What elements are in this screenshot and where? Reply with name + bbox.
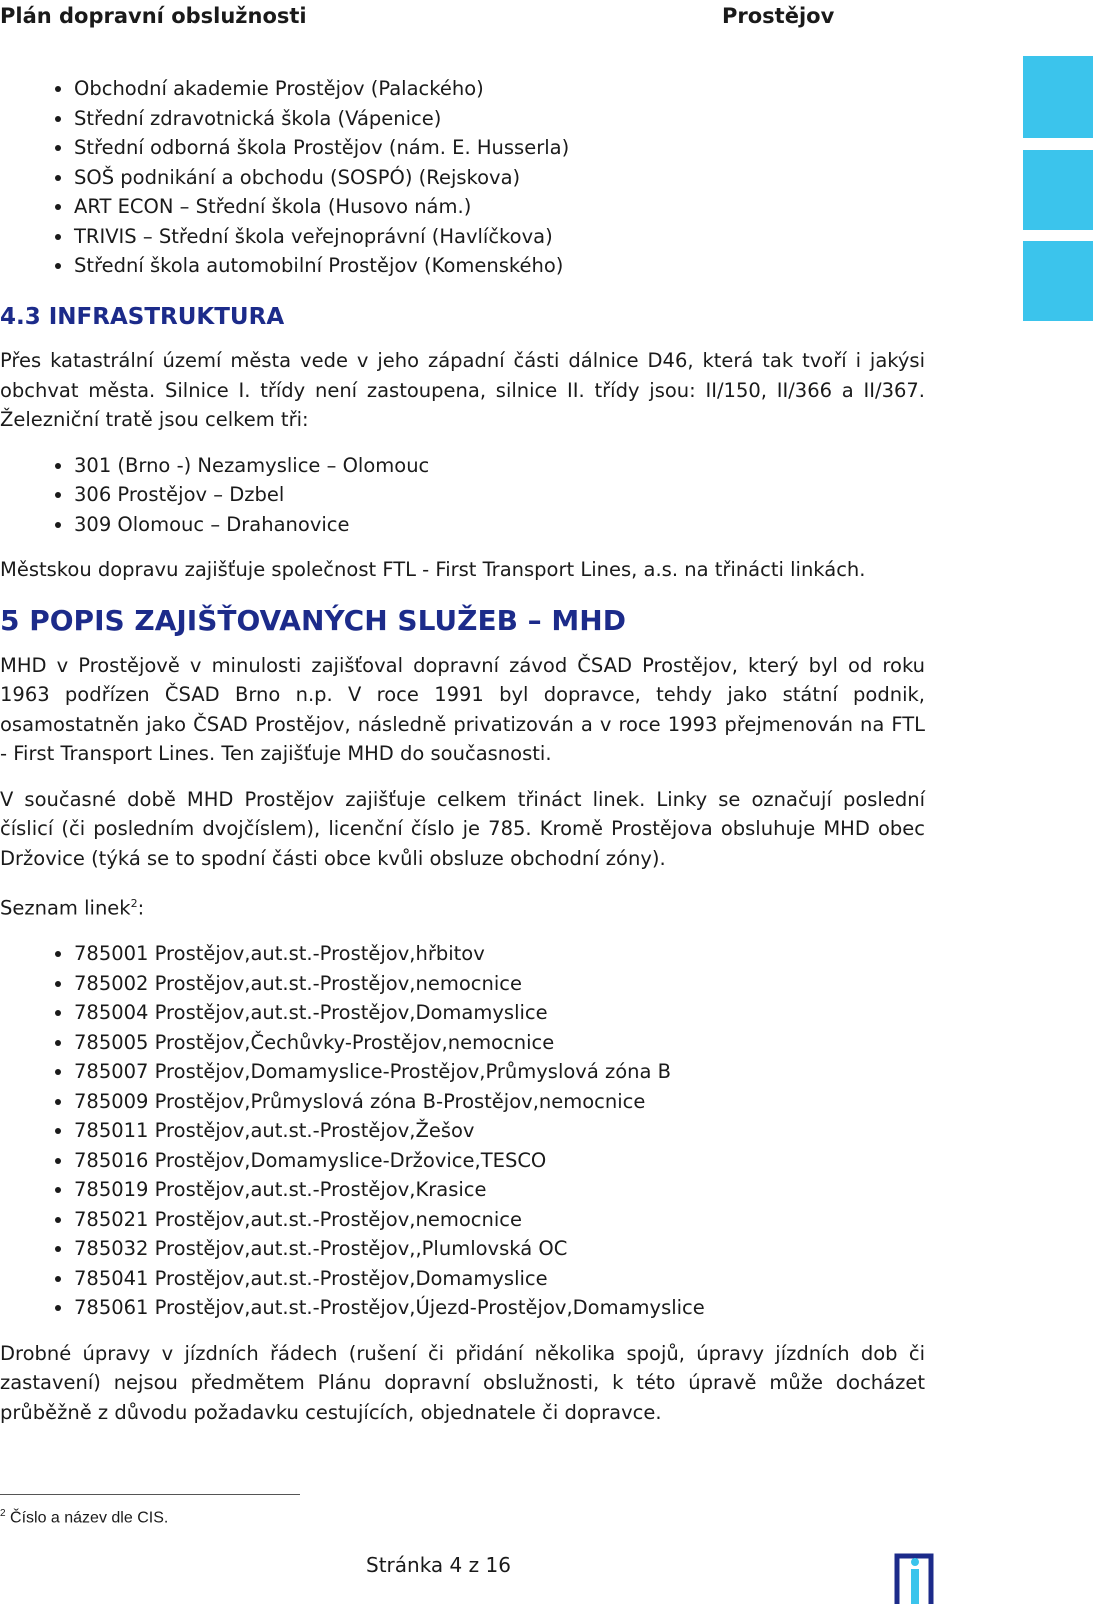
adjustments-paragraph: Drobné úpravy v jízdních řádech (rušení či přidání několika spojů, úpravy jízdních dob či zastavení) nejsou předmětem Plánu dopravní obslužnosti, k této úpravě může docházet průběžně z důvodu požadavku cestujících, objednatele či dopravce. bbox=[0, 1341, 925, 1424]
logo-icon bbox=[894, 1553, 934, 1604]
bus-line-list bbox=[0, 939, 925, 1323]
list-item: • 301 (Brno -) Nezamyslice – Olomouc bbox=[74, 451, 925, 481]
side-tab bbox=[1023, 241, 1093, 321]
page-number: Stránka 4 z 16 bbox=[366, 1553, 511, 1577]
page-body bbox=[0, 74, 925, 1427]
railway-list bbox=[0, 451, 925, 540]
list-item: • 785001 Prostějov,aut.st.-Prostějov,hřbitov bbox=[74, 939, 925, 969]
list-item: • 309 Olomouc – Drahanovice bbox=[74, 510, 925, 540]
lines-label-text: Seznam linek bbox=[0, 896, 131, 920]
list-item: • 785016 Prostějov,Domamyslice-Držovice,TESCO bbox=[74, 1146, 925, 1176]
history-paragraph: MHD v Prostějově v minulosti zajišťoval dopravní závod ČSAD Prostějov, který byl od roku 1963 podřízen ČSAD Brno n.p. V roce 1991 byl dopravce, tehdy jako státní podnik, osamostatněn jako ČSAD Prostějov, následně privatizován a v roce 1993 přejmenován na FTL - First Transport Lines. Ten zajišťuje MHD do současnosti. bbox=[0, 653, 925, 765]
section-heading-mhd: 5 POPIS ZAJIŠŤOVANÝCH SLUŽEB – MHD bbox=[0, 603, 626, 637]
lines-label-colon: : bbox=[137, 896, 145, 920]
list-item: • 785009 Prostějov,Průmyslová zóna B-Prostějov,nemocnice bbox=[74, 1087, 925, 1117]
list-item: • Střední škola automobilní Prostějov (Komenského) bbox=[74, 251, 925, 281]
list-item: • 785019 Prostějov,aut.st.-Prostějov,Krasice bbox=[74, 1175, 925, 1205]
footnote-number: 2 bbox=[0, 1508, 6, 1519]
list-item: • Obchodní akademie Prostějov (Palackého) bbox=[74, 74, 925, 104]
footnote-text: Číslo a název dle CIS. bbox=[5, 1509, 169, 1527]
list-item: • 785002 Prostějov,aut.st.-Prostějov,nemocnice bbox=[74, 969, 925, 999]
school-list bbox=[0, 74, 925, 281]
list-item: • 785061 Prostějov,aut.st.-Prostějov,Újezd-Prostějov,Domamyslice bbox=[74, 1293, 925, 1323]
transport-operator-paragraph: Městskou dopravu zajišťuje společnost FTL - First Transport Lines, a.s. na třinácti linkách. bbox=[0, 558, 866, 581]
list-item: • 785021 Prostějov,aut.st.-Prostějov,nemocnice bbox=[74, 1205, 925, 1235]
list-item: • Střední zdravotnická škola (Vápenice) bbox=[74, 104, 925, 134]
section-heading-infrastruktura: 4.3 INFRASTRUKTURA bbox=[0, 303, 285, 330]
side-tab bbox=[1023, 150, 1093, 230]
list-item: • 785011 Prostějov,aut.st.-Prostějov,Žešov bbox=[74, 1116, 925, 1146]
current-service-paragraph: V současné době MHD Prostějov zajišťuje celkem třináct linek. Linky se označují poslední číslicí (či posledním dvojčíslem), licenční číslo je 785. Kromě Prostějova obsluhuje MHD obec Držovice (týká se to spodní části obce kvůli obsluze obchodní zóny). bbox=[0, 787, 925, 870]
list-item: • TRIVIS – Střední škola veřejnoprávní (Havlíčkova) bbox=[74, 222, 925, 252]
list-item: • 785007 Prostějov,Domamyslice-Prostějov,Průmyslová zóna B bbox=[74, 1057, 925, 1087]
list-item: • 785032 Prostějov,aut.st.-Prostějov,,Plumlovská OC bbox=[74, 1234, 925, 1264]
list-item: • SOŠ podnikání a obchodu (SOSPÓ) (Rejskova) bbox=[74, 163, 925, 193]
header-city: Prostějov bbox=[722, 4, 835, 28]
list-item: • 785041 Prostějov,aut.st.-Prostějov,Domamyslice bbox=[74, 1264, 925, 1294]
header-document-title: Plán dopravní obslužnosti bbox=[0, 4, 307, 28]
footnote-divider bbox=[0, 1494, 300, 1495]
footnote bbox=[0, 1508, 168, 1527]
lines-label bbox=[0, 889, 925, 923]
footnote-reference[interactable]: 2 bbox=[130, 897, 138, 910]
side-tab bbox=[1023, 56, 1093, 138]
list-item: • 785004 Prostějov,aut.st.-Prostějov,Domamyslice bbox=[74, 998, 925, 1028]
list-item: • 306 Prostějov – Dzbel bbox=[74, 480, 925, 510]
list-item: • ART ECON – Střední škola (Husovo nám.) bbox=[74, 192, 925, 222]
list-item: • Střední odborná škola Prostějov (nám. E. Husserla) bbox=[74, 133, 925, 163]
list-item: • 785005 Prostějov,Čechůvky-Prostějov,nemocnice bbox=[74, 1028, 925, 1058]
infrastructure-paragraph: Přes katastrální území města vede v jeho západní části dálnice D46, která tak tvoří i jakýsi obchvat města. Silnice I. třídy není zastoupena, silnice II. třídy jsou: II/150, II/366 a II/367. Železniční tratě jsou celkem tři: bbox=[0, 349, 925, 431]
